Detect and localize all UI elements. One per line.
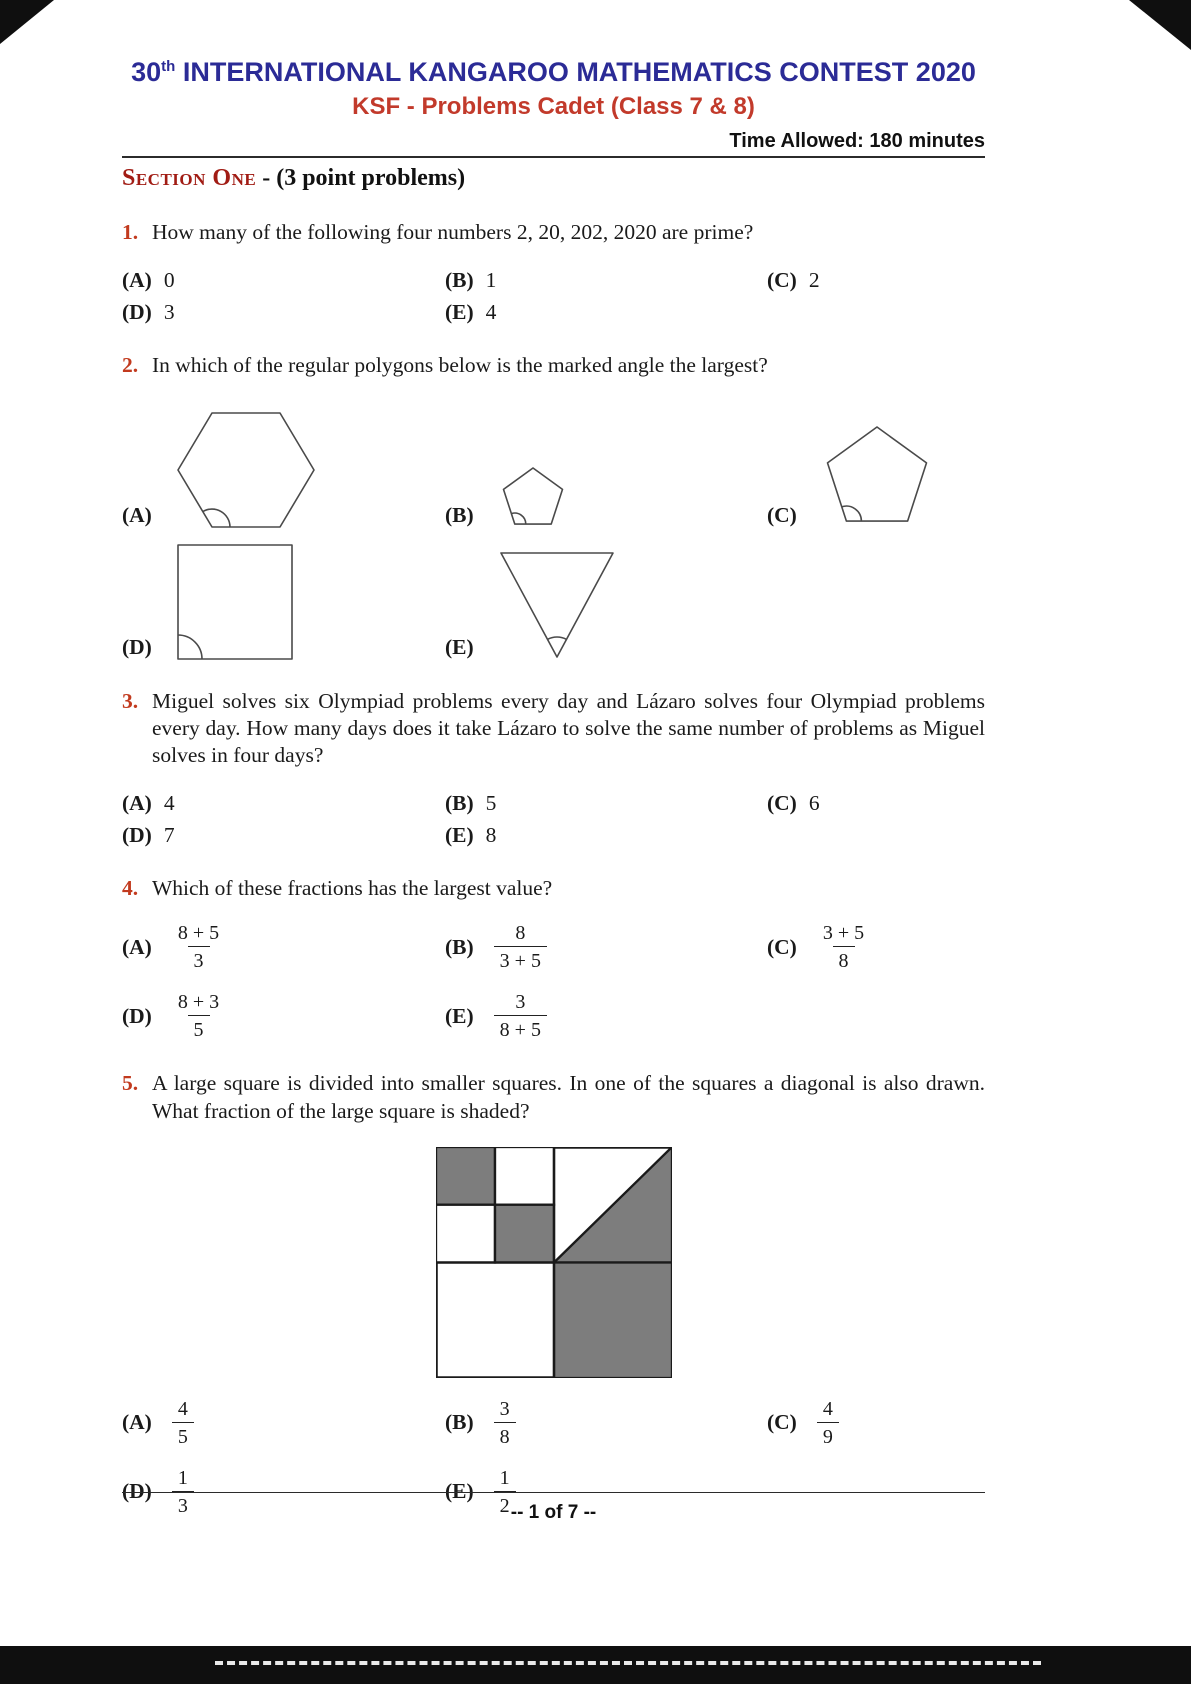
option-label: (A) — [122, 268, 152, 293]
contest-title-number: 30 — [131, 57, 162, 87]
large-pentagon-shape — [821, 423, 933, 529]
q4-option-d — [122, 989, 445, 1043]
option-value: 6 — [808, 791, 820, 816]
question-1-number: 1. — [122, 219, 139, 244]
fraction-denominator: 8 + 5 — [494, 1015, 547, 1043]
fraction-denominator: 3 — [188, 946, 210, 974]
option-label: (D) — [122, 635, 152, 660]
option-label: (E) — [445, 1003, 474, 1028]
q2-option-c — [767, 423, 985, 529]
fraction-numerator: 4 — [822, 1397, 833, 1420]
option-label: (B) — [445, 268, 474, 293]
option-label: (B) — [445, 1410, 474, 1435]
fraction-denominator: 5 — [188, 1015, 210, 1043]
fraction-numerator: 1 — [499, 1466, 510, 1489]
fraction-numerator: 3 — [515, 991, 526, 1014]
fraction — [817, 1396, 839, 1450]
fraction-denominator: 2 — [494, 1491, 516, 1519]
option-label: (D) — [122, 1479, 152, 1504]
question-2 — [122, 352, 985, 379]
q1-option-c — [767, 268, 985, 293]
option-value: 8 — [485, 823, 497, 848]
option-label: (A) — [122, 791, 152, 816]
q2-option-a — [122, 411, 445, 529]
q1-option-b — [445, 268, 767, 293]
fraction-numerator: 8 + 3 — [177, 991, 220, 1014]
question-4-options — [122, 920, 985, 1043]
question-2-shapes-row-1 — [122, 411, 985, 529]
question-2-number: 2. — [122, 353, 139, 378]
question-3 — [122, 688, 985, 769]
hexagon-shape — [176, 411, 316, 529]
section-detail: - (3 point problems) — [256, 164, 466, 191]
question-5-text: A large square is divided into smaller squares. In one of the squares a diagonal is also drawn. What fraction of the large square is shaded? — [152, 1071, 985, 1123]
option-value: 4 — [485, 300, 497, 325]
question-3-number: 3. — [122, 689, 139, 714]
q2-option-b — [445, 465, 767, 529]
fraction-denominator: 3 — [172, 1491, 194, 1519]
fraction-numerator: 4 — [177, 1397, 188, 1420]
fraction — [494, 1396, 516, 1450]
option-label: (A) — [122, 1410, 152, 1435]
option-value: 3 — [163, 300, 175, 325]
question-4 — [122, 875, 985, 902]
question-1-options — [122, 268, 985, 325]
q4-option-e — [445, 989, 767, 1043]
fraction-denominator: 5 — [172, 1422, 194, 1450]
scan-corner-top-left — [0, 0, 54, 44]
option-label: (E) — [445, 1479, 474, 1504]
square-shape — [176, 543, 294, 661]
q3-option-d — [122, 823, 445, 848]
q2-option-d — [122, 543, 445, 661]
option-label: (C) — [767, 503, 797, 528]
option-label: (A) — [122, 503, 152, 528]
q2-option-e — [445, 549, 767, 661]
fraction — [172, 1396, 194, 1450]
q5-option-b — [445, 1396, 767, 1450]
q1-option-e — [445, 300, 767, 325]
question-2-shapes-row-2 — [122, 543, 985, 661]
q4-option-c — [767, 920, 985, 974]
section-name: Section One — [122, 164, 257, 191]
option-label: (D) — [122, 300, 152, 325]
question-3-options — [122, 791, 985, 848]
time-allowed: Time Allowed: 180 minutes — [729, 129, 985, 152]
q5-option-c — [767, 1396, 985, 1450]
q4-option-a — [122, 920, 445, 974]
triangle-shape — [498, 549, 616, 661]
question-1 — [122, 219, 985, 246]
question-4-number: 4. — [122, 876, 139, 901]
fraction-numerator: 3 + 5 — [822, 922, 865, 945]
question-2-text: In which of the regular polygons below is the marked angle the largest? — [152, 353, 768, 378]
page-footer — [122, 1492, 985, 1524]
fraction-numerator: 1 — [177, 1466, 188, 1489]
section-heading — [122, 165, 985, 192]
option-value: 2 — [808, 268, 820, 293]
fraction — [494, 989, 547, 1043]
question-5-figure — [436, 1147, 672, 1378]
scan-corner-top-right — [1129, 0, 1191, 50]
small-pentagon-shape — [498, 465, 568, 529]
fraction-numerator: 8 — [515, 922, 526, 945]
fraction-denominator: 3 + 5 — [494, 946, 547, 974]
fraction-denominator: 8 — [833, 946, 855, 974]
fraction-numerator: 8 + 5 — [177, 922, 220, 945]
page-number: -- 1 of 7 -- — [510, 1502, 597, 1523]
option-label: (D) — [122, 823, 152, 848]
contest-title-ordinal: th — [161, 58, 176, 75]
page-content — [122, 56, 985, 1519]
header-divider — [122, 156, 985, 158]
option-label: (B) — [445, 503, 474, 528]
q3-option-a — [122, 791, 445, 816]
option-label: (E) — [445, 635, 474, 660]
fraction-denominator: 9 — [817, 1422, 839, 1450]
fraction — [817, 920, 870, 974]
contest-title — [122, 56, 985, 88]
footer-divider — [122, 1492, 985, 1493]
q3-option-c — [767, 791, 985, 816]
fraction-denominator: 8 — [494, 1422, 516, 1450]
fraction — [172, 989, 225, 1043]
option-value: 1 — [485, 268, 497, 293]
q1-option-a — [122, 268, 445, 293]
option-label: (D) — [122, 1003, 152, 1028]
question-3-text: Miguel solves six Olympiad problems every day and Lázaro solves four Olympiad problems every day. How many days does it take Lázaro to solve the same number of problems as Miguel solves in four days? — [152, 689, 985, 768]
q3-option-e — [445, 823, 767, 848]
contest-title-rest: INTERNATIONAL KANGAROO MATHEMATICS CONTEST 2020 — [175, 57, 976, 87]
option-value: 0 — [163, 268, 175, 293]
option-label: (C) — [767, 934, 797, 959]
option-label: (E) — [445, 823, 474, 848]
option-label: (A) — [122, 934, 152, 959]
option-value: 4 — [163, 791, 175, 816]
question-1-text: How many of the following four numbers 2, 20, 202, 2020 are prime? — [152, 219, 754, 244]
q1-option-d — [122, 300, 445, 325]
option-label: (B) — [445, 934, 474, 959]
divided-square-figure — [436, 1147, 672, 1378]
q5-option-a — [122, 1396, 445, 1450]
question-5-number: 5. — [122, 1071, 139, 1096]
fraction — [172, 920, 225, 974]
option-label: (C) — [767, 268, 797, 293]
question-5 — [122, 1070, 985, 1124]
fraction — [494, 920, 547, 974]
fraction-numerator: 3 — [499, 1397, 510, 1420]
scan-bottom-band — [0, 1646, 1191, 1684]
option-label: (E) — [445, 300, 474, 325]
option-value: 7 — [163, 823, 175, 848]
question-4-text: Which of these fractions has the largest value? — [152, 876, 553, 901]
contest-subtitle: KSF - Problems Cadet (Class 7 & 8) — [352, 93, 755, 121]
option-label: (B) — [445, 791, 474, 816]
q3-option-b — [445, 791, 767, 816]
option-value: 5 — [485, 791, 497, 816]
q4-option-b — [445, 920, 767, 974]
option-label: (C) — [767, 791, 797, 816]
option-label: (C) — [767, 1410, 797, 1435]
